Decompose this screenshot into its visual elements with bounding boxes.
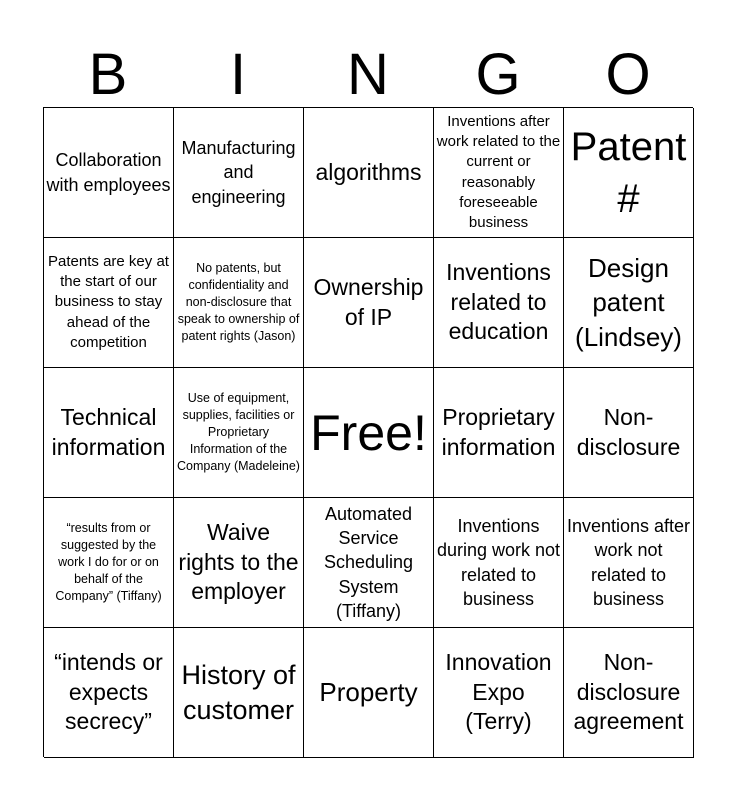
bingo-board bbox=[43, 107, 693, 757]
bingo-cell[interactable]: “results from or suggested by the work I do for or on behalf of the Company” (Tiffany) bbox=[44, 498, 174, 628]
bingo-cell[interactable]: Patents are key at the start of our business to stay ahead of the competition bbox=[44, 238, 174, 368]
bingo-cell[interactable]: Inventions after work not related to business bbox=[564, 498, 694, 628]
bingo-cell[interactable]: Non-disclosure bbox=[564, 368, 694, 498]
bingo-cell[interactable]: Innovation Expo (Terry) bbox=[434, 628, 564, 758]
bingo-cell[interactable]: History of customer bbox=[174, 628, 304, 758]
header-letter-g: G bbox=[475, 42, 521, 107]
bingo-cell[interactable]: Non-disclosure agreement bbox=[564, 628, 694, 758]
header-letter-b: B bbox=[88, 42, 128, 107]
header-letter-n: N bbox=[347, 42, 389, 107]
bingo-cell[interactable]: Proprietary information bbox=[434, 368, 564, 498]
header-letter-i: I bbox=[229, 42, 247, 107]
bingo-cell[interactable]: Collaboration with employees bbox=[44, 108, 174, 238]
bingo-cell[interactable]: No patents, but confidentiality and non-disclosure that speak to ownership of patent rights (Jason) bbox=[174, 238, 304, 368]
header-letter-o: O bbox=[605, 42, 651, 107]
bingo-cell[interactable]: Automated Service Scheduling System (Tiffany) bbox=[304, 498, 434, 628]
bingo-cell[interactable]: Patent # bbox=[564, 108, 694, 238]
bingo-cell[interactable]: “intends or expects secrecy” bbox=[44, 628, 174, 758]
bingo-cell[interactable]: algorithms bbox=[304, 108, 434, 238]
bingo-cell[interactable]: Inventions related to education bbox=[434, 238, 564, 368]
bingo-cell[interactable]: Inventions after work related to the current or reasonably foreseeable business bbox=[434, 108, 564, 238]
bingo-cell[interactable]: Inventions during work not related to business bbox=[434, 498, 564, 628]
bingo-header bbox=[43, 42, 693, 108]
bingo-cell[interactable]: Ownership of IP bbox=[304, 238, 434, 368]
bingo-cell[interactable]: Waive rights to the employer bbox=[174, 498, 304, 628]
bingo-cell[interactable]: Manufacturing and engineering bbox=[174, 108, 304, 238]
bingo-cell[interactable]: Use of equipment, supplies, facilities or Proprietary Information of the Company (Madeleine) bbox=[174, 368, 304, 498]
free-space-cell[interactable]: Free! bbox=[304, 368, 434, 498]
bingo-cell[interactable]: Property bbox=[304, 628, 434, 758]
bingo-cell[interactable]: Design patent (Lindsey) bbox=[564, 238, 694, 368]
bingo-cell[interactable]: Technical information bbox=[44, 368, 174, 498]
